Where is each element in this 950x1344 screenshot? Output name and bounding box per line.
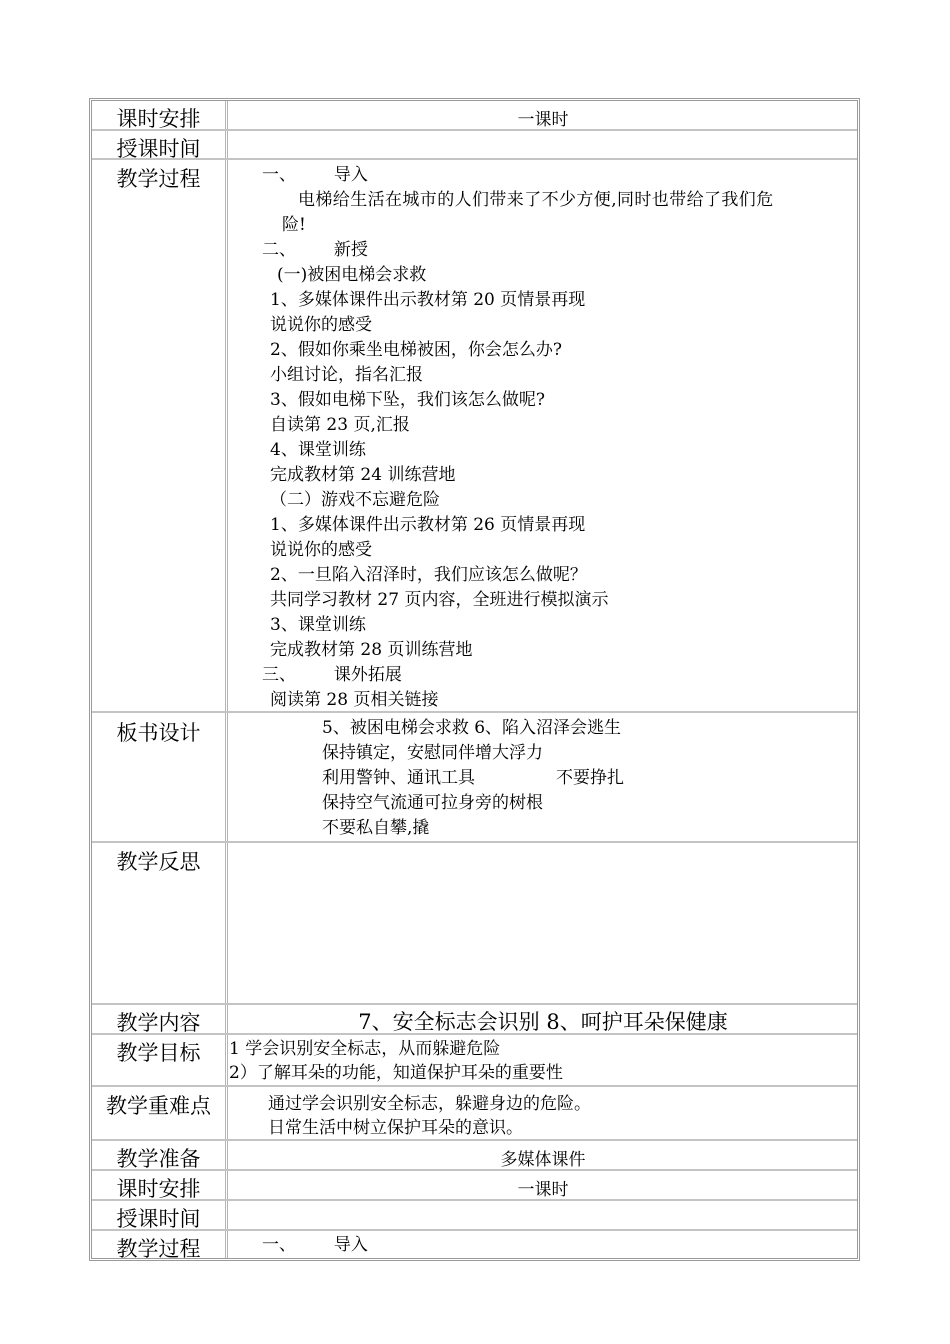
row-teaching-time-2 (92, 1201, 857, 1231)
board-line: 不要私自攀,撬 (322, 818, 430, 838)
process-line: （二）游戏不忘避危险 (270, 490, 440, 510)
process-line: 二、 新授 (262, 240, 368, 260)
key-points-content (229, 1087, 857, 1139)
process-content-2 (229, 1231, 857, 1258)
process-line: (一)被困电梯会求救 (277, 265, 427, 285)
value-schedule: 一课时 (517, 110, 569, 130)
row-teaching-time (92, 131, 857, 160)
label-board-design: 板书设计 (92, 713, 228, 841)
process-line: 1、多媒体课件出示教材第 26 页情景再现 (270, 515, 586, 535)
label-preparation: 教学准备 (92, 1141, 228, 1169)
goal-line: 1 学会识别安全标志，从而躲避危险 (229, 1039, 501, 1059)
process-line: 完成教材第 28 页训练营地 (270, 640, 473, 660)
process-line: 说说你的感受 (270, 540, 372, 560)
goal-line: 2）了解耳朵的功能，知道保护耳朵的重要性 (229, 1063, 563, 1083)
board-line: 5、被困电梯会求救 6、陷入沼泽会逃生 (322, 718, 622, 738)
process-line: 3、课堂训练 (270, 615, 366, 635)
process-line: 说说你的感受 (270, 315, 372, 335)
process-line: 自读第 23 页,汇报 (270, 415, 410, 435)
label-reflection: 教学反思 (92, 843, 228, 1003)
board-line: 利用警钟、通讯工具 不要挣扎 (322, 768, 625, 788)
process-line: 险! (282, 215, 306, 235)
process-line: 共同学习教材 27 页内容，全班进行模拟演示 (270, 590, 609, 610)
process-content (229, 160, 857, 711)
process-line: 三、 课外拓展 (262, 665, 402, 685)
row-schedule (92, 101, 857, 131)
value-reflection (229, 843, 857, 1003)
process-line: 3、假如电梯下坠，我们该怎么做呢? (270, 390, 545, 410)
value-teaching-time (229, 131, 857, 158)
label-key-points: 教学重难点 (92, 1087, 228, 1139)
row-key-points (92, 1087, 857, 1141)
lesson-plan-table (89, 98, 860, 1261)
label-schedule: 课时安排 (92, 101, 228, 129)
process-line: 阅读第 28 页相关链接 (270, 690, 439, 710)
label-teaching-time-2: 授课时间 (92, 1201, 228, 1229)
goals-content (229, 1035, 857, 1085)
label-teaching-process-2: 教学过程 (92, 1231, 228, 1258)
process-line: 完成教材第 24 训练营地 (270, 465, 456, 485)
key-point-line: 通过学会识别安全标志，躲避身边的危险。 (268, 1094, 591, 1114)
row-schedule-2 (92, 1171, 857, 1201)
board-line: 保持空气流通可拉身旁的树根 (322, 793, 543, 813)
value-preparation: 多媒体课件 (500, 1150, 586, 1170)
row-reflection (92, 843, 857, 1005)
value-teaching-content: 7、安全标志会识别 8、呵护耳朵保健康 (358, 1010, 728, 1034)
process-line: 电梯给生活在城市的人们带来了不少方便,同时也带给了我们危 (298, 190, 774, 210)
process-line: 一、 导入 (262, 165, 368, 185)
label-teaching-goals: 教学目标 (92, 1035, 228, 1085)
row-teaching-process-2 (92, 1231, 857, 1261)
process-line: 一、 导入 (262, 1235, 368, 1255)
value-teaching-time-2 (229, 1201, 857, 1229)
process-line: 1、多媒体课件出示教材第 20 页情景再现 (270, 290, 586, 310)
label-teaching-process: 教学过程 (92, 160, 228, 711)
value-schedule-2: 一课时 (517, 1180, 569, 1200)
label-teaching-time: 授课时间 (92, 131, 228, 158)
row-board-design (92, 713, 857, 843)
process-line: 2、一旦陷入沼泽时，我们应该怎么做呢？ (270, 565, 587, 585)
row-teaching-process (92, 160, 857, 713)
label-schedule-2: 课时安排 (92, 1171, 228, 1199)
board-content (229, 713, 857, 841)
row-preparation (92, 1141, 857, 1171)
row-teaching-goals (92, 1035, 857, 1087)
process-line: 小组讨论，指名汇报 (270, 365, 423, 385)
row-teaching-content (92, 1005, 857, 1035)
label-teaching-content: 教学内容 (92, 1005, 228, 1033)
board-line: 保持镇定，安慰同伴增大浮力 (322, 743, 543, 763)
process-line: 4、课堂训练 (270, 440, 366, 460)
key-point-line: 日常生活中树立保护耳朵的意识。 (268, 1118, 523, 1138)
process-line: 2、假如你乘坐电梯被困，你会怎么办? (270, 340, 562, 360)
